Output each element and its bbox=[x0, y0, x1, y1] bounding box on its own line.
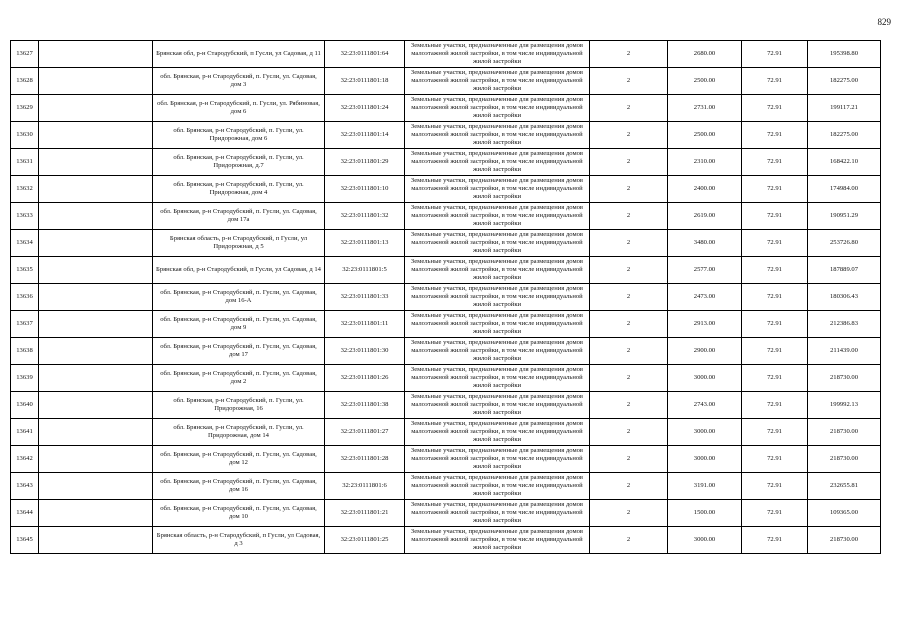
cadastral-value-cell: 195398.80 bbox=[808, 41, 881, 68]
address-cell: обл. Брянская, р-н Стародубский, п. Гусли, ул. Садовая, дом 17 bbox=[153, 338, 325, 365]
address-cell: обл. Брянская, р-н Стародубский, п. Гусли, ул. Придорожная, 16 bbox=[153, 392, 325, 419]
spacer-cell bbox=[39, 176, 153, 203]
row-number: 13640 bbox=[11, 392, 39, 419]
land-use-cell: Земельные участки, предназначенные для размещения домов малоэтажной жилой застройки, в том числе индивидуальной жилой застройки bbox=[405, 176, 590, 203]
address-cell: Брянская обл, р-н Стародубский, п Гусли, ул Садовая, д 11 bbox=[153, 41, 325, 68]
table-row bbox=[11, 122, 881, 149]
cadastral-number-cell: 32:23:0111801:28 bbox=[325, 446, 405, 473]
address-cell: обл. Брянская, р-н Стародубский, п. Гусли, ул. Садовая, дом 9 bbox=[153, 311, 325, 338]
table-row bbox=[11, 176, 881, 203]
cadastral-value-cell: 218730.00 bbox=[808, 446, 881, 473]
cadastral-value-cell: 199117.21 bbox=[808, 95, 881, 122]
rate-cell: 72.91 bbox=[742, 68, 808, 95]
category-cell: 2 bbox=[590, 446, 668, 473]
category-cell: 2 bbox=[590, 500, 668, 527]
rate-cell: 72.91 bbox=[742, 176, 808, 203]
area-cell: 2743.00 bbox=[668, 392, 742, 419]
cadastral-value-cell: 218730.00 bbox=[808, 527, 881, 554]
cadastral-number-cell: 32:23:0111801:6 bbox=[325, 473, 405, 500]
cadastral-number-cell: 32:23:0111801:30 bbox=[325, 338, 405, 365]
row-number: 13635 bbox=[11, 257, 39, 284]
area-cell: 2680.00 bbox=[668, 41, 742, 68]
land-use-cell: Земельные участки, предназначенные для размещения домов малоэтажной жилой застройки, в том числе индивидуальной жилой застройки bbox=[405, 41, 590, 68]
land-use-cell: Земельные участки, предназначенные для размещения домов малоэтажной жилой застройки, в том числе индивидуальной жилой застройки bbox=[405, 392, 590, 419]
area-cell: 2310.00 bbox=[668, 149, 742, 176]
land-use-cell: Земельные участки, предназначенные для размещения домов малоэтажной жилой застройки, в том числе индивидуальной жилой застройки bbox=[405, 446, 590, 473]
area-cell: 2473.00 bbox=[668, 284, 742, 311]
category-cell: 2 bbox=[590, 41, 668, 68]
area-cell: 2731.00 bbox=[668, 95, 742, 122]
address-cell: Брянская обл, р-н Стародубский, п Гусли, ул Садовая, д 14 bbox=[153, 257, 325, 284]
row-number: 13634 bbox=[11, 230, 39, 257]
spacer-cell bbox=[39, 203, 153, 230]
address-cell: обл. Брянская, р-н Стародубский, п. Гусли, ул. Садовая, дом 16-А bbox=[153, 284, 325, 311]
cadastral-number-cell: 32:23:0111801:14 bbox=[325, 122, 405, 149]
area-cell: 3000.00 bbox=[668, 446, 742, 473]
rate-cell: 72.91 bbox=[742, 203, 808, 230]
row-number: 13630 bbox=[11, 122, 39, 149]
land-use-cell: Земельные участки, предназначенные для размещения домов малоэтажной жилой застройки, в том числе индивидуальной жилой застройки bbox=[405, 284, 590, 311]
cadastral-value-cell: 212386.83 bbox=[808, 311, 881, 338]
cadastral-value-cell: 218730.00 bbox=[808, 365, 881, 392]
category-cell: 2 bbox=[590, 311, 668, 338]
address-cell: обл. Брянская, р-н Стародубский, п. Гусли, ул. Садовая, дом 16 bbox=[153, 473, 325, 500]
rate-cell: 72.91 bbox=[742, 149, 808, 176]
cadastral-value-cell: 218730.00 bbox=[808, 419, 881, 446]
rate-cell: 72.91 bbox=[742, 122, 808, 149]
category-cell: 2 bbox=[590, 68, 668, 95]
spacer-cell bbox=[39, 446, 153, 473]
cadastral-value-cell: 187889.07 bbox=[808, 257, 881, 284]
address-cell: обл. Брянская, р-н Стародубский, п. Гусли, ул. Рябиновая, дом 6 bbox=[153, 95, 325, 122]
cadastral-value-cell: 182275.00 bbox=[808, 122, 881, 149]
address-cell: Брянская область, р-н Стародубский, п Гусли, ул Придорожная, д 5 bbox=[153, 230, 325, 257]
table-row bbox=[11, 473, 881, 500]
land-use-cell: Земельные участки, предназначенные для размещения домов малоэтажной жилой застройки, в том числе индивидуальной жилой застройки bbox=[405, 338, 590, 365]
table-row bbox=[11, 338, 881, 365]
table-row bbox=[11, 365, 881, 392]
rate-cell: 72.91 bbox=[742, 473, 808, 500]
category-cell: 2 bbox=[590, 230, 668, 257]
spacer-cell bbox=[39, 527, 153, 554]
area-cell: 3000.00 bbox=[668, 419, 742, 446]
cadastral-number-cell: 32:23:0111801:32 bbox=[325, 203, 405, 230]
cadastral-value-cell: 109365.00 bbox=[808, 500, 881, 527]
address-cell: обл. Брянская, р-н Стародубский, п. Гусли, ул. Придорожная, дом 4 bbox=[153, 176, 325, 203]
rate-cell: 72.91 bbox=[742, 392, 808, 419]
table-row bbox=[11, 203, 881, 230]
row-number: 13645 bbox=[11, 527, 39, 554]
row-number: 13632 bbox=[11, 176, 39, 203]
table-row bbox=[11, 95, 881, 122]
category-cell: 2 bbox=[590, 95, 668, 122]
cadastral-number-cell: 32:23:0111801:64 bbox=[325, 41, 405, 68]
spacer-cell bbox=[39, 122, 153, 149]
category-cell: 2 bbox=[590, 149, 668, 176]
area-cell: 2500.00 bbox=[668, 68, 742, 95]
spacer-cell bbox=[39, 230, 153, 257]
rate-cell: 72.91 bbox=[742, 527, 808, 554]
spacer-cell bbox=[39, 68, 153, 95]
land-use-cell: Земельные участки, предназначенные для размещения домов малоэтажной жилой застройки, в том числе индивидуальной жилой застройки bbox=[405, 68, 590, 95]
cadastral-number-cell: 32:23:0111801:38 bbox=[325, 392, 405, 419]
category-cell: 2 bbox=[590, 203, 668, 230]
area-cell: 2577.00 bbox=[668, 257, 742, 284]
row-number: 13633 bbox=[11, 203, 39, 230]
land-use-cell: Земельные участки, предназначенные для размещения домов малоэтажной жилой застройки, в том числе индивидуальной жилой застройки bbox=[405, 149, 590, 176]
area-cell: 1500.00 bbox=[668, 500, 742, 527]
rate-cell: 72.91 bbox=[742, 230, 808, 257]
area-cell: 2913.00 bbox=[668, 311, 742, 338]
rate-cell: 72.91 bbox=[742, 338, 808, 365]
category-cell: 2 bbox=[590, 527, 668, 554]
row-number: 13641 bbox=[11, 419, 39, 446]
spacer-cell bbox=[39, 95, 153, 122]
table-row bbox=[11, 392, 881, 419]
area-cell: 3480.00 bbox=[668, 230, 742, 257]
spacer-cell bbox=[39, 149, 153, 176]
rate-cell: 72.91 bbox=[742, 95, 808, 122]
table-row bbox=[11, 446, 881, 473]
area-cell: 2500.00 bbox=[668, 122, 742, 149]
row-number: 13637 bbox=[11, 311, 39, 338]
cadastral-value-cell: 182275.00 bbox=[808, 68, 881, 95]
cadastral-value-cell: 168422.10 bbox=[808, 149, 881, 176]
cadastral-number-cell: 32:23:0111801:13 bbox=[325, 230, 405, 257]
cadastral-number-cell: 32:23:0111801:11 bbox=[325, 311, 405, 338]
table-row bbox=[11, 527, 881, 554]
spacer-cell bbox=[39, 500, 153, 527]
category-cell: 2 bbox=[590, 365, 668, 392]
address-cell: Брянская область, р-н Стародубский, п Гусли, ул Садовая, д 3 bbox=[153, 527, 325, 554]
land-use-cell: Земельные участки, предназначенные для размещения домов малоэтажной жилой застройки, в том числе индивидуальной жилой застройки bbox=[405, 473, 590, 500]
cadastral-number-cell: 32:23:0111801:26 bbox=[325, 365, 405, 392]
row-number: 13642 bbox=[11, 446, 39, 473]
category-cell: 2 bbox=[590, 176, 668, 203]
category-cell: 2 bbox=[590, 392, 668, 419]
row-number: 13639 bbox=[11, 365, 39, 392]
spacer-cell bbox=[39, 284, 153, 311]
cadastral-value-cell: 211439.00 bbox=[808, 338, 881, 365]
row-number: 13636 bbox=[11, 284, 39, 311]
address-cell: обл. Брянская, р-н Стародубский, п. Гусли, ул. Садовая, дом 3 bbox=[153, 68, 325, 95]
address-cell: обл. Брянская, р-н Стародубский, п. Гусли, ул. Садовая, дом 2 bbox=[153, 365, 325, 392]
table-row bbox=[11, 68, 881, 95]
cadastral-number-cell: 32:23:0111801:21 bbox=[325, 500, 405, 527]
spacer-cell bbox=[39, 311, 153, 338]
cadastral-number-cell: 32:23:0111801:33 bbox=[325, 284, 405, 311]
rate-cell: 72.91 bbox=[742, 500, 808, 527]
row-number: 13644 bbox=[11, 500, 39, 527]
address-cell: обл. Брянская, р-н Стародубский, п. Гусли, ул. Придорожная, д.7 bbox=[153, 149, 325, 176]
table-body bbox=[11, 41, 881, 554]
row-number: 13643 bbox=[11, 473, 39, 500]
row-number: 13628 bbox=[11, 68, 39, 95]
table-row bbox=[11, 284, 881, 311]
spacer-cell bbox=[39, 419, 153, 446]
land-use-cell: Земельные участки, предназначенные для размещения домов малоэтажной жилой застройки, в том числе индивидуальной жилой застройки bbox=[405, 527, 590, 554]
area-cell: 3000.00 bbox=[668, 527, 742, 554]
category-cell: 2 bbox=[590, 122, 668, 149]
land-use-cell: Земельные участки, предназначенные для размещения домов малоэтажной жилой застройки, в том числе индивидуальной жилой застройки bbox=[405, 230, 590, 257]
land-use-cell: Земельные участки, предназначенные для размещения домов малоэтажной жилой застройки, в том числе индивидуальной жилой застройки bbox=[405, 419, 590, 446]
table-row bbox=[11, 500, 881, 527]
land-use-cell: Земельные участки, предназначенные для размещения домов малоэтажной жилой застройки, в том числе индивидуальной жилой застройки bbox=[405, 95, 590, 122]
address-cell: обл. Брянская, р-н Стародубский, п. Гусли, ул. Придорожная, дом 14 bbox=[153, 419, 325, 446]
row-number: 13629 bbox=[11, 95, 39, 122]
rate-cell: 72.91 bbox=[742, 446, 808, 473]
cadastral-value-cell: 199992.13 bbox=[808, 392, 881, 419]
rate-cell: 72.91 bbox=[742, 284, 808, 311]
cadastral-number-cell: 32:23:0111801:5 bbox=[325, 257, 405, 284]
area-cell: 2400.00 bbox=[668, 176, 742, 203]
cadastral-value-cell: 232655.81 bbox=[808, 473, 881, 500]
area-cell: 2619.00 bbox=[668, 203, 742, 230]
spacer-cell bbox=[39, 41, 153, 68]
cadastral-number-cell: 32:23:0111801:10 bbox=[325, 176, 405, 203]
cadastral-number-cell: 32:23:0111801:29 bbox=[325, 149, 405, 176]
rate-cell: 72.91 bbox=[742, 311, 808, 338]
table-row bbox=[11, 41, 881, 68]
cadastral-number-cell: 32:23:0111801:25 bbox=[325, 527, 405, 554]
area-cell: 2900.00 bbox=[668, 338, 742, 365]
row-number: 13631 bbox=[11, 149, 39, 176]
land-use-cell: Земельные участки, предназначенные для размещения домов малоэтажной жилой застройки, в том числе индивидуальной жилой застройки bbox=[405, 203, 590, 230]
land-use-cell: Земельные участки, предназначенные для размещения домов малоэтажной жилой застройки, в том числе индивидуальной жилой застройки bbox=[405, 257, 590, 284]
address-cell: обл. Брянская, р-н Стародубский, п. Гусли, ул. Садовая, дом 10 bbox=[153, 500, 325, 527]
area-cell: 3000.00 bbox=[668, 365, 742, 392]
row-number: 13638 bbox=[11, 338, 39, 365]
category-cell: 2 bbox=[590, 419, 668, 446]
category-cell: 2 bbox=[590, 284, 668, 311]
rate-cell: 72.91 bbox=[742, 41, 808, 68]
table-row bbox=[11, 257, 881, 284]
category-cell: 2 bbox=[590, 473, 668, 500]
table-row bbox=[11, 230, 881, 257]
spacer-cell bbox=[39, 365, 153, 392]
cadastral-value-cell: 174984.00 bbox=[808, 176, 881, 203]
land-use-cell: Земельные участки, предназначенные для размещения домов малоэтажной жилой застройки, в том числе индивидуальной жилой застройки bbox=[405, 122, 590, 149]
address-cell: обл. Брянская, р-н Стародубский, п. Гусли, ул. Придорожная, дом 6 bbox=[153, 122, 325, 149]
rate-cell: 72.91 bbox=[742, 419, 808, 446]
table-row bbox=[11, 311, 881, 338]
spacer-cell bbox=[39, 392, 153, 419]
cadastral-value-cell: 180306.43 bbox=[808, 284, 881, 311]
cadastral-number-cell: 32:23:0111801:18 bbox=[325, 68, 405, 95]
table-row bbox=[11, 149, 881, 176]
cadastral-value-table bbox=[10, 40, 881, 554]
spacer-cell bbox=[39, 473, 153, 500]
address-cell: обл. Брянская, р-н Стародубский, п. Гусли, ул. Садовая, дом 12 bbox=[153, 446, 325, 473]
area-cell: 3191.00 bbox=[668, 473, 742, 500]
page-number: 829 bbox=[877, 17, 891, 27]
rate-cell: 72.91 bbox=[742, 257, 808, 284]
land-use-cell: Земельные участки, предназначенные для размещения домов малоэтажной жилой застройки, в том числе индивидуальной жилой застройки bbox=[405, 311, 590, 338]
cadastral-value-cell: 190951.29 bbox=[808, 203, 881, 230]
category-cell: 2 bbox=[590, 338, 668, 365]
address-cell: обл. Брянская, р-н Стародубский, п. Гусли, ул. Садовая, дом 17а bbox=[153, 203, 325, 230]
land-use-cell: Земельные участки, предназначенные для размещения домов малоэтажной жилой застройки, в том числе индивидуальной жилой застройки bbox=[405, 365, 590, 392]
category-cell: 2 bbox=[590, 257, 668, 284]
cadastral-value-cell: 253726.80 bbox=[808, 230, 881, 257]
table-row bbox=[11, 419, 881, 446]
rate-cell: 72.91 bbox=[742, 365, 808, 392]
spacer-cell bbox=[39, 257, 153, 284]
cadastral-number-cell: 32:23:0111801:27 bbox=[325, 419, 405, 446]
spacer-cell bbox=[39, 338, 153, 365]
cadastral-number-cell: 32:23:0111801:24 bbox=[325, 95, 405, 122]
row-number: 13627 bbox=[11, 41, 39, 68]
land-use-cell: Земельные участки, предназначенные для размещения домов малоэтажной жилой застройки, в том числе индивидуальной жилой застройки bbox=[405, 500, 590, 527]
